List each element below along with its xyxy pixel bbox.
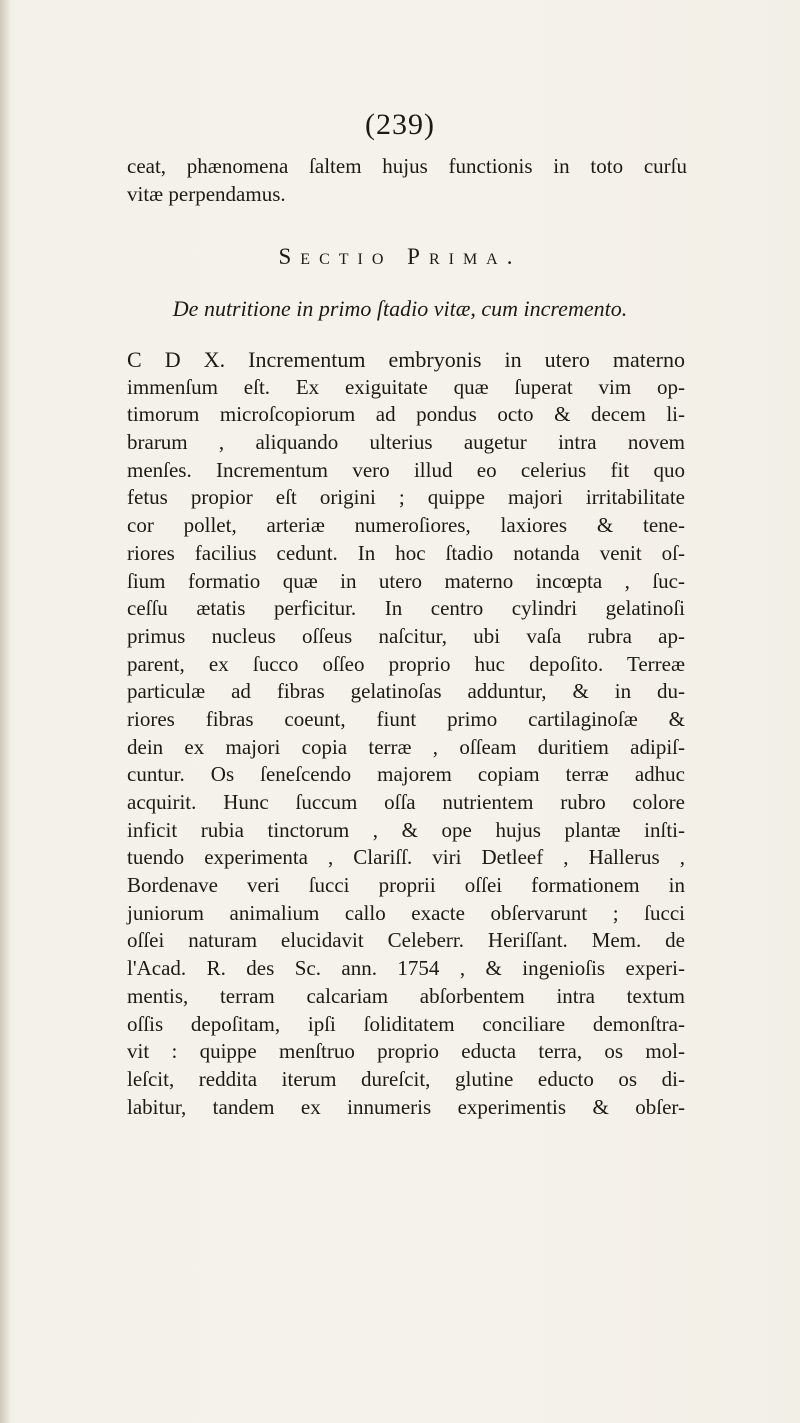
body-line: riores facilius cedunt. In hoc ſtadio notanda venit oſ- xyxy=(127,540,685,565)
body-line: cor pollet, arteriæ numeroſiores, laxiores & tene- xyxy=(127,513,685,538)
body-line: dein ex majori copia terræ , oſſeam duritiem adipiſ- xyxy=(127,734,685,759)
body-line: mentis, terram calcariam abſorbentem intra textum xyxy=(127,983,685,1008)
body-line: acquirit. Hunc ſuccum oſſa nutrientem rubro colore xyxy=(127,790,685,814)
body-line: juniorum animalium callo exacte obſervarunt ; ſucci xyxy=(127,900,685,925)
body-line: inficit rubia tinctorum , & ope hujus plantæ inſti- xyxy=(127,817,685,842)
body-paragraph xyxy=(127,346,685,1121)
body-line: ceſſu ætatis perficitur. In centro cylindri gelatinoſi xyxy=(127,596,685,621)
binding-edge xyxy=(0,0,10,1423)
section-subtitle: De nutritione in primo ſtadio vitæ, cum incremento. xyxy=(172,296,628,321)
body-line: leſcit, reddita iterum dureſcit, glutine educto os di- xyxy=(127,1066,685,1091)
body-line: fetus propior eſt origini ; quippe majori irritabilitate xyxy=(127,485,685,510)
body-line: tuendo experimenta , Clariſſ. viri Detleef , Hallerus , xyxy=(127,845,685,870)
body-line: cuntur. Os ſeneſcendo majorem copiam terræ adhuc xyxy=(127,762,685,787)
body-line: timorum microſcopiorum ad pondus octo & decem li- xyxy=(127,402,685,427)
intro-line: vitæ perpendamus. xyxy=(127,181,286,206)
section-heading: Sectio Prima. xyxy=(278,244,522,269)
intro-paragraph xyxy=(127,153,687,208)
body-line: immenſum eſt. Ex exiguitate quæ ſuperat vim op- xyxy=(127,374,685,399)
body-line: l'Acad. R. des Sc. ann. 1754 , & ingenioſis experi- xyxy=(127,956,685,981)
body-line: labitur, tandem ex innumeris experimentis & obſer- xyxy=(127,1094,685,1119)
body-line: particulæ ad fibras gelatinoſas adduntur, & in du- xyxy=(127,679,685,704)
body-line: parent, ex ſucco oſſeo proprio huc depoſito. Terreæ xyxy=(127,651,685,676)
body-line: ſium formatio quæ in utero materno incœpta , ſuc- xyxy=(127,568,685,593)
body-line: brarum , aliquando ulterius augetur intra novem xyxy=(127,430,685,455)
body-line: menſes. Incrementum vero illud eo celerius fit quo xyxy=(127,457,685,482)
body-line: oſſis depoſitam, ipſi ſoliditatem conciliare demonſtra- xyxy=(127,1011,685,1036)
page-number: (239) xyxy=(365,108,435,141)
body-line: oſſei naturam elucidavit Celeberr. Heriſſant. Mem. de xyxy=(127,928,685,953)
body-line: vit : quippe menſtruo proprio educta terra, os mol- xyxy=(127,1039,685,1064)
body-line: riores fibras coeunt, fiunt primo cartilaginoſæ & xyxy=(127,706,685,731)
body-line: primus nucleus oſſeus naſcitur, ubi vaſa rubra ap- xyxy=(127,623,685,648)
intro-line: ceat, phænomena ſaltem hujus functionis in toto curſu xyxy=(127,154,687,178)
body-line: C D X. Incrementum embryonis in utero materno xyxy=(127,347,685,372)
body-line: Bordenave veri ſucci proprii oſſei formationem in xyxy=(127,873,685,898)
